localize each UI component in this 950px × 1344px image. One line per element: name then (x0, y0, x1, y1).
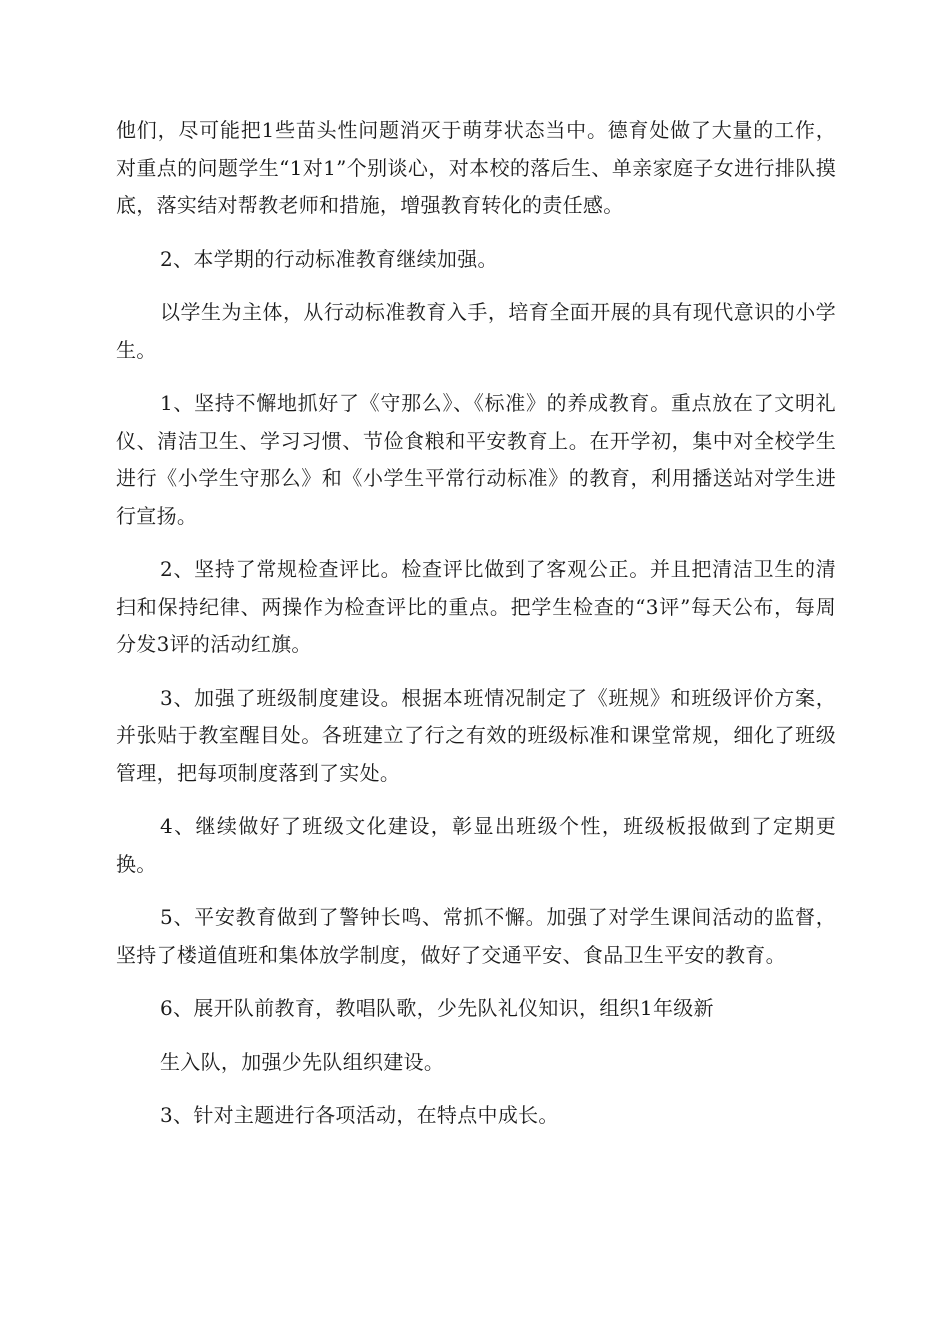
paragraph-section-heading: 2、本学期的行动标准教育继续加强。 (160, 246, 498, 271)
paragraph-continuation: 他们，尽可能把1些苗头性问题消灭于萌芽状态当中。德育处做了大量的工作，对重点的问题学生“1对1”个别谈心，对本校的落后生、单亲家庭子女进行排队摸底，落实结对帮教老师和措施，增强教育转化的责任感。 (116, 118, 836, 217)
document-body (116, 112, 836, 1135)
paragraph-intro: 以学生为主体，从行动标准教育入手，培育全面开展的具有现代意识的小学生。 (116, 300, 836, 362)
paragraph-item-6: 6、展开队前教育，教唱队歌，少先队礼仪知识，组织1年级新 (160, 996, 714, 1020)
paragraph-item-6-continued: 生入队，加强少先队组织建设。 (160, 1049, 445, 1074)
paragraph-item-3: 3、加强了班级制度建设。根据本班情况制定了《班规》和班级评价方案，并张贴于教室醒目处。各班建立了行之有效的班级标准和课堂常规，细化了班级管理，把每项制度落到了实处。 (116, 685, 836, 785)
paragraph-item-1: 1、坚持不懈地抓好了《守那么》、《标准》的养成教育。重点放在了文明礼仪、清洁卫生、学习习惯、节俭食粮和平安教育上。在开学初，集中对全校学生进行《小学生守那么》和《小学生平常行动标准》的教育，利用播送站对学生进行宣扬。 (116, 391, 836, 528)
paragraph-item-2: 2、坚持了常规检查评比。检查评比做到了客观公正。并且把清洁卫生的清扫和保持纪律、两操作为检查评比的重点。把学生检查的“3评”每天公布，每周分发3评的活动红旗。 (116, 557, 836, 656)
paragraph-item-5: 5、平安教育做到了警钟长鸣、常抓不懈。加强了对学生课间活动的监督，坚持了楼道值班和集体放学制度，做好了交通平安、食品卫生平安的教育。 (116, 905, 836, 967)
paragraph-item-4: 4、继续做好了班级文化建设，彰显出班级个性，班级板报做到了定期更换。 (116, 814, 836, 876)
paragraph-section-heading-3: 3、针对主题进行各项活动，在特点中成长。 (160, 1103, 559, 1127)
